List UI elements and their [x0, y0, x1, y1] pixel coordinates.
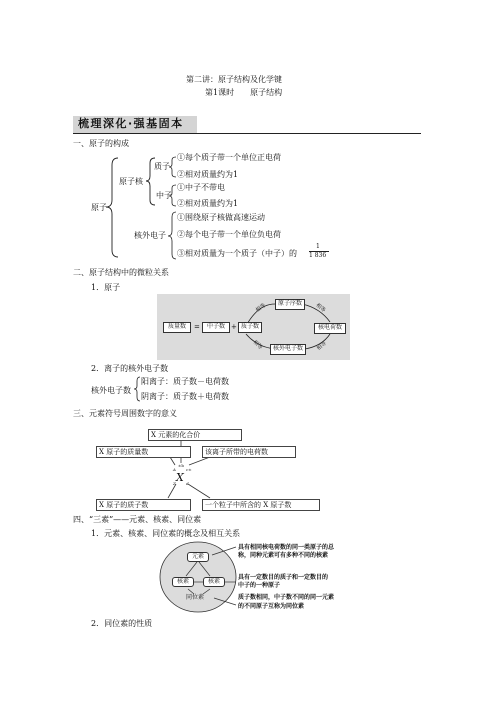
nuclide-definition-line1: 具有一定数目的质子和一定数目的 [238, 574, 329, 581]
nuclear-charge-box: 核电荷数 [314, 323, 346, 334]
ion-electron-label: 核外电子数 [91, 386, 131, 395]
proton-label: 质子 [154, 162, 170, 171]
charge-mark: c± [186, 467, 192, 472]
equal-label-3: 相等 [251, 339, 264, 351]
neutron-label: 中子 [156, 191, 172, 200]
anion-rule: 阴离子：质子数＋电荷数 [141, 392, 229, 401]
section3-heading: 三、元素符号周围数字的意义 [73, 409, 177, 418]
proton-count-box: 质子数 [238, 322, 262, 333]
section4-sub2: 2．同位素的性质 [91, 619, 153, 628]
mass-number-box: 质量数 [163, 322, 191, 333]
nucleus-label: 原子核 [119, 177, 143, 186]
neutron-fact-1: ①中子不带电 [177, 183, 225, 192]
section4-heading: 四、“三素”——元素、核素、同位素 [73, 515, 202, 524]
cation-rule: 阳离子：质子数－电荷数 [141, 377, 229, 386]
count-mark: d [186, 481, 189, 486]
section1-heading: 一、原子的构成 [73, 139, 129, 148]
mass-number-label: X 原子的质量数 [96, 446, 191, 458]
proton-fact-1: ①每个质子带一个单位正电荷 [177, 153, 281, 162]
proton-mark: Z [173, 481, 176, 486]
electron-fact-2: ②每个电子带一个单位负电荷 [177, 230, 281, 239]
fraction-denominator: 1 836 [309, 252, 327, 259]
proton-number-label: X 原子的质子数 [96, 499, 191, 511]
element-definition-line1: 具有相同核电荷数的同一类原子的总 [238, 544, 335, 551]
element-symbol: X [176, 471, 184, 484]
electron-count-box: 核外电子数 [270, 344, 306, 355]
isotope-node: 同位素 [186, 594, 205, 601]
neutron-count-box: 中子数 [202, 322, 230, 333]
ion-charge-label: 该离子所带的电荷数 [202, 446, 296, 458]
electron-fact-3: ③相对质量为一个质子（中子）的 [177, 249, 297, 258]
mass-mark: A [173, 467, 176, 472]
banner-title: 梳理深化·强基固本 [78, 117, 184, 130]
equal-label-4: 相等 [315, 340, 328, 352]
atomic-number-box: 原子序数 [275, 299, 305, 310]
lesson-subtitle: 第1课时 原子结构 [205, 88, 283, 97]
section2-sub2: 2．离子的核外电子数 [91, 364, 169, 373]
isotope-definition-line1: 质子数相同，中子数不同的同一元素 [238, 594, 335, 601]
nuclide-node-right: 核素 [203, 577, 225, 587]
section4-sub1: 1．元素、核素、同位素的概念及相互关系 [91, 529, 241, 538]
section2-heading: 二、原子结构中的微粒关系 [73, 268, 169, 277]
equal-label-1: 相等 [254, 302, 267, 314]
valence-label: X 元素的化合价 [148, 429, 242, 441]
equal-label-2: 相等 [314, 302, 327, 314]
proton-fact-2: ②相对质量约为1 [177, 170, 239, 179]
fraction-numerator: 1 [316, 243, 320, 250]
nuclide-definition-line2: 中子的一种原子 [238, 582, 281, 589]
isotope-definition-line2: 的不同原子互称为同位素 [238, 603, 305, 610]
atom-label: 原子 [91, 203, 107, 212]
electron-fact-1: ①围绕原子核做高速运动 [177, 213, 265, 222]
page-title: 第二讲：原子结构及化学键 [186, 75, 282, 84]
nuclide-node-left: 核素 [172, 577, 194, 587]
neutron-fact-2: ②相对质量约为1 [177, 199, 239, 208]
electron-label: 核外电子 [134, 231, 166, 240]
section2-sub1: 1．原子 [91, 283, 121, 292]
equals-sign: = [194, 323, 200, 331]
atom-count-label: 一个粒子中所含的 X 原子数 [202, 499, 320, 511]
element-definition-line2: 称，同种元素可有多种不同的核素 [238, 552, 329, 559]
element-node: 元素 [187, 552, 209, 562]
valence-mark: ±b [178, 463, 184, 468]
plus-sign: + [231, 323, 237, 331]
